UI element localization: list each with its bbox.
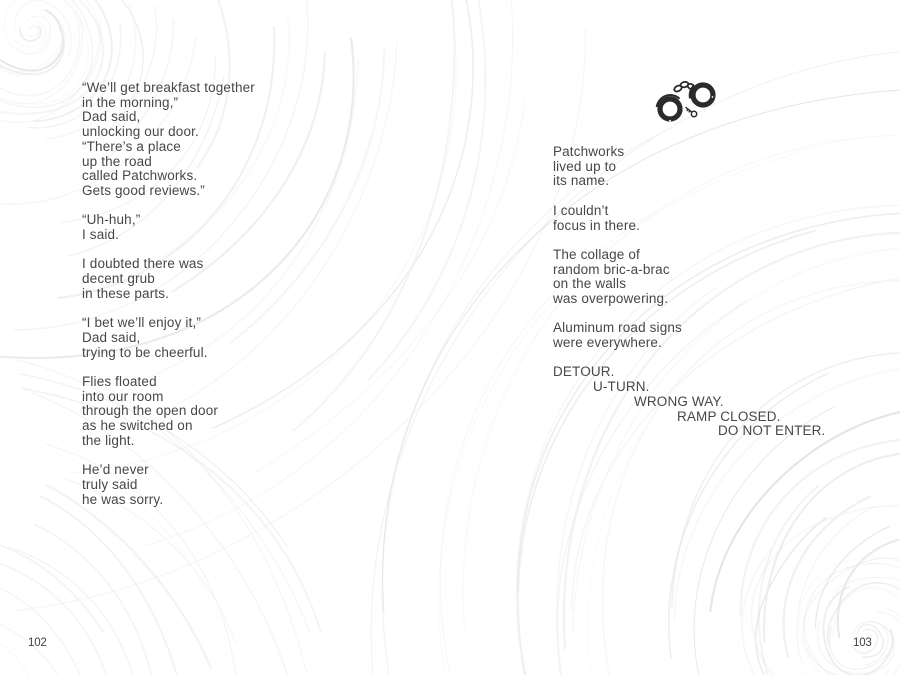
poem-line: unlocking our door.: [82, 124, 199, 140]
page-number-right: 103: [853, 637, 872, 649]
stanza: [553, 145, 883, 189]
stanza: [82, 81, 382, 199]
right-text: [553, 145, 883, 439]
poem-line: up the road: [82, 153, 152, 169]
stanza: [553, 204, 883, 233]
poem-line: its name.: [553, 173, 610, 189]
stanza: [82, 257, 382, 301]
page-right: [450, 0, 900, 675]
poem-line: he was sorry.: [82, 491, 164, 507]
road-sign-line: WRONG WAY.: [634, 393, 724, 409]
poem-line: were everywhere.: [553, 335, 662, 351]
stanza: [553, 248, 883, 307]
poem-line: “Uh-huh,”: [82, 212, 141, 228]
poem-line: Gets good reviews.”: [82, 182, 205, 198]
poem-line: Aluminum road signs: [553, 320, 682, 336]
poem-line: on the walls: [553, 276, 627, 292]
poem-line: through the open door: [82, 403, 219, 419]
road-sign-line: RAMP CLOSED.: [677, 408, 781, 424]
poem-line: the light.: [82, 432, 135, 448]
poem-line: He’d never: [82, 462, 149, 478]
road-sign-line: U-TURN.: [593, 379, 650, 395]
road-sign-line: DO NOT ENTER.: [718, 423, 826, 439]
page-number-left: 102: [28, 637, 47, 649]
poem-line: truly said: [82, 476, 138, 492]
road-sign-line: DETOUR.: [553, 364, 615, 380]
poem-line: Flies floated: [82, 374, 157, 389]
poem-line: “There’s a place: [82, 138, 181, 154]
poem-line: lived up to: [553, 158, 617, 174]
stanza: [82, 375, 382, 449]
poem-line: in the morning,”: [82, 94, 179, 110]
handcuffs-icon: [648, 76, 723, 126]
poem-line: was overpowering.: [553, 291, 669, 306]
poem-line: as he switched on: [82, 418, 193, 434]
stanza: [82, 463, 382, 507]
poem-line: Patchworks: [553, 144, 625, 159]
poem-line: I said.: [82, 227, 120, 243]
stanza: [82, 316, 382, 360]
right-poem: [553, 145, 883, 351]
poem-line: Dad said,: [82, 109, 141, 125]
poem-line: “I bet we’ll enjoy it,”: [82, 315, 201, 331]
poem-line: random bric-a-brac: [553, 261, 670, 277]
poem-line: focus in there.: [553, 217, 641, 233]
poem-line: The collage of: [553, 246, 640, 262]
left-poem: [82, 81, 382, 522]
poem-line: Dad said,: [82, 329, 141, 345]
road-signs: [553, 365, 883, 439]
poem-line: I couldn’t: [553, 202, 609, 218]
poem-line: I doubted there was: [82, 256, 204, 272]
poem-line: into our room: [82, 388, 164, 404]
stanza: [553, 321, 883, 350]
poem-line: called Patchworks.: [82, 168, 198, 184]
poem-line: in these parts.: [82, 285, 170, 301]
stanza: [82, 213, 382, 242]
poem-line: “We’ll get breakfast together: [82, 80, 255, 95]
poem-line: trying to be cheerful.: [82, 344, 208, 360]
poem-line: decent grub: [82, 271, 155, 287]
